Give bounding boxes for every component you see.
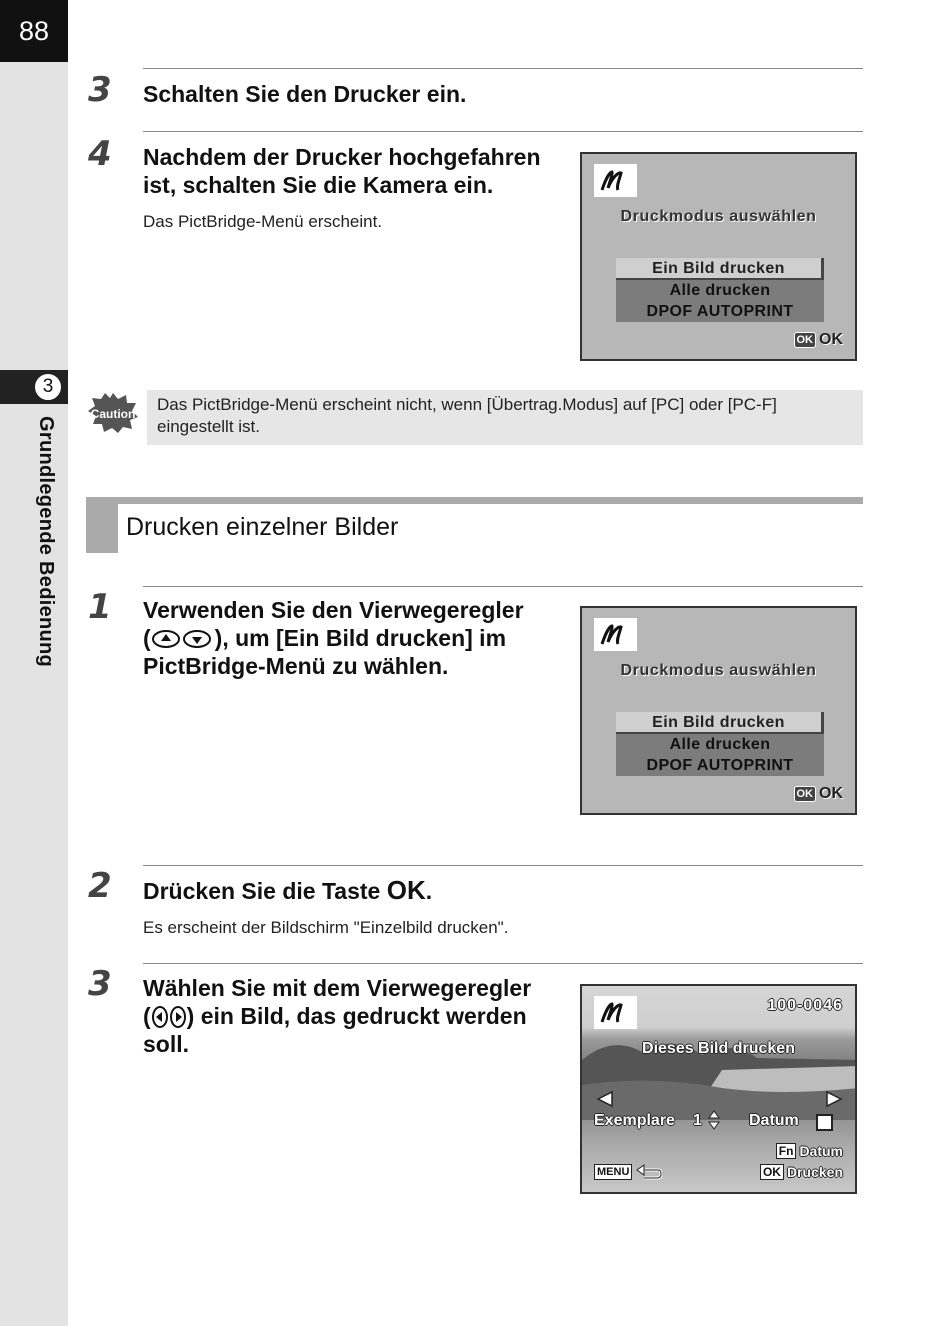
arrow-right-icon[interactable]: [825, 1090, 843, 1108]
divider: [143, 865, 863, 866]
file-number: 100-0046: [767, 997, 843, 1014]
divider: [143, 68, 863, 69]
step-heading: [143, 143, 541, 199]
menu-item-all[interactable]: Alle drucken: [616, 280, 824, 301]
menu-item-all[interactable]: Alle drucken: [616, 734, 824, 755]
step-heading: [143, 876, 432, 905]
step-body: Es erscheint der Bildschirm "Einzelbild drucken".: [143, 918, 509, 937]
menu-item-single[interactable]: Ein Bild drucken: [616, 712, 824, 734]
menu-hint: [594, 1164, 662, 1180]
chapter-title: Grundlegende Bedienung: [35, 416, 57, 668]
ok-hint: [794, 785, 844, 803]
section-bar: [86, 497, 863, 504]
pictbridge-icon: [594, 618, 637, 651]
step-heading: [143, 596, 524, 680]
caution-icon: [88, 393, 138, 433]
arrow-left-icon[interactable]: [596, 1090, 614, 1108]
step-heading-line: PictBridge-Menü zu wählen.: [143, 653, 449, 679]
section-tab: [86, 497, 118, 553]
ok-key-icon: OK: [760, 1164, 784, 1180]
page-number: 88: [0, 0, 68, 62]
step-heading-line: [143, 624, 524, 652]
camera-screen-menu: [580, 606, 857, 815]
step-text-end: ) ein Bild, das gedruckt werden: [186, 1003, 527, 1029]
step-heading-text: Drücken Sie die Taste: [143, 878, 381, 904]
ok-hint: [794, 331, 844, 349]
caution-icon-label: Caution: [90, 407, 136, 421]
print-mode-menu: [616, 258, 824, 322]
step-number: 3: [88, 964, 112, 1004]
chapter-number: 3: [33, 372, 63, 402]
step-heading-line: Nachdem der Drucker hochgefahren: [143, 144, 541, 170]
up-down-arrows-icon: [708, 1110, 720, 1130]
caution-text-line: eingestellt ist.: [157, 417, 260, 436]
ok-label: OK: [819, 785, 843, 802]
pictbridge-icon: [594, 164, 637, 197]
menu-item-dpof[interactable]: DPOF AUTOPRINT: [616, 301, 824, 322]
step-number: 3: [88, 70, 112, 110]
step-heading-line: [143, 1002, 531, 1030]
ok-hint: [760, 1164, 843, 1180]
date-label: Datum: [749, 1112, 799, 1129]
step-heading-line: ist, schalten Sie die Kamera ein.: [143, 172, 494, 198]
ok-button-glyph: OK: [386, 875, 426, 905]
menu-item-single[interactable]: Ein Bild drucken: [616, 258, 824, 280]
fn-label: Datum: [799, 1143, 843, 1159]
step-number: 2: [88, 866, 112, 906]
screen-title: Dieses Bild drucken: [642, 1040, 795, 1057]
section-title: Drucken einzelner Bilder: [126, 513, 399, 541]
paren-open: (: [143, 625, 151, 651]
camera-screen-menu: [580, 152, 857, 361]
pictbridge-icon: [594, 996, 637, 1029]
caution-text-line: Das PictBridge-Menü erscheint nicht, wenn [Übertrag.Modus] auf [PC] oder [PC-F]: [157, 395, 777, 414]
step-body: Das PictBridge-Menü erscheint.: [143, 212, 383, 231]
ok-key-icon: OK: [794, 786, 817, 802]
step-number: 1: [88, 587, 112, 627]
divider: [143, 586, 863, 587]
section-heading: [86, 497, 863, 553]
step-heading: Schalten Sie den Drucker ein.: [143, 81, 467, 107]
caution-note: [147, 390, 863, 445]
print-mode-menu: [616, 712, 824, 776]
menu-key-icon: MENU: [594, 1164, 632, 1180]
ok-label: OK: [819, 331, 843, 348]
step-number: 4: [88, 134, 112, 174]
screen-title: Druckmodus auswählen: [620, 662, 817, 679]
paren-open: (: [143, 1003, 151, 1029]
left-right-buttons-icon: [151, 1006, 187, 1028]
copies-label: Exemplare: [594, 1112, 675, 1129]
step-heading-line: Verwenden Sie den Vierwegeregler: [143, 597, 524, 623]
ok-key-icon: OK: [794, 332, 817, 348]
date-checkbox[interactable]: [816, 1114, 833, 1131]
menu-item-dpof[interactable]: DPOF AUTOPRINT: [616, 755, 824, 776]
copies-value[interactable]: 1: [693, 1112, 702, 1129]
screen-title: Druckmodus auswählen: [620, 208, 817, 225]
step-heading: [143, 974, 531, 1058]
camera-screen-single-print: [580, 984, 857, 1194]
step-heading-line: soll.: [143, 1031, 190, 1057]
divider: [143, 131, 863, 132]
heading-period: .: [425, 878, 433, 904]
step-text-end: ), um [Ein Bild drucken] im: [214, 625, 507, 651]
step-heading-line: Wählen Sie mit dem Vierwegeregler: [143, 975, 532, 1001]
fn-key-icon: Fn: [776, 1143, 797, 1159]
fn-hint: [776, 1143, 843, 1159]
return-arrow-icon: [636, 1164, 662, 1180]
up-down-buttons-icon: [151, 629, 215, 649]
ok-label: Drucken: [786, 1164, 843, 1180]
divider: [143, 963, 863, 964]
